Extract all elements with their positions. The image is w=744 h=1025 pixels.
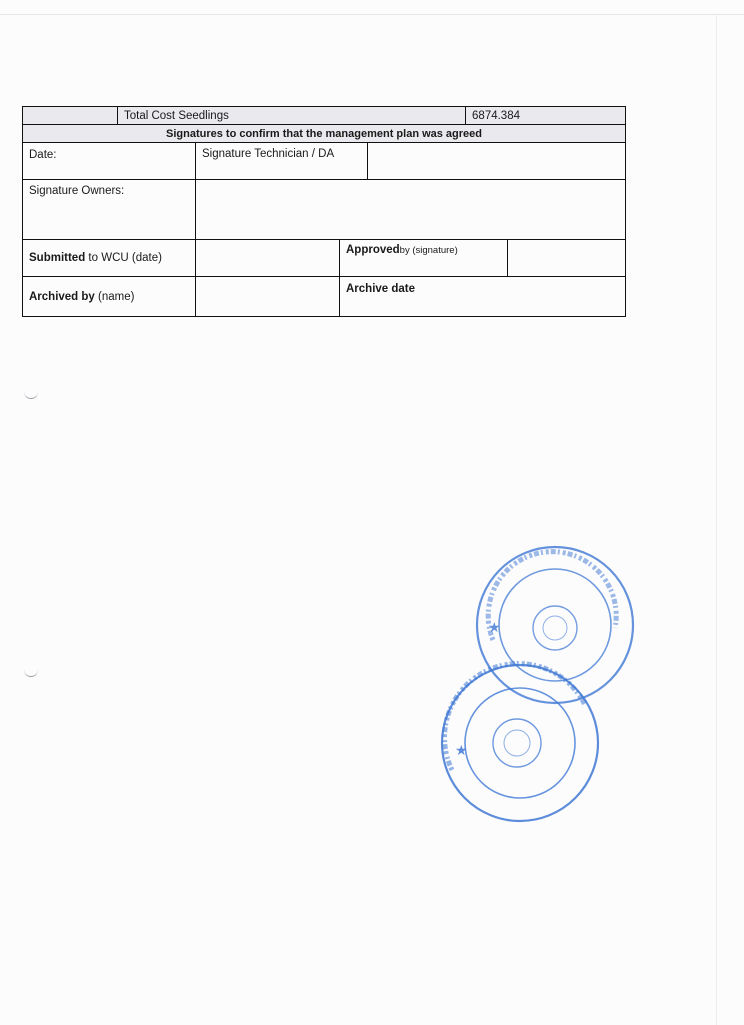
page-right-edge: [716, 14, 717, 1025]
upper-stamp-star-icon: ★: [488, 619, 501, 635]
approved-label-bold: Approved: [346, 244, 400, 256]
technician-signature-label: Signature Technician / DA: [196, 143, 368, 180]
lower-stamp: [442, 664, 598, 821]
upper-stamp-script-band: [488, 552, 616, 640]
owners-row: [23, 180, 626, 240]
approved-label: [340, 240, 508, 277]
submitted-label-rest: to WCU (date): [85, 252, 162, 264]
signatures-header: Signatures to confirm that the management plan was agreed: [23, 125, 626, 143]
punch-hole-mark-bottom: [24, 668, 38, 677]
page-top-edge: [0, 14, 744, 15]
lower-stamp-script-band: [445, 664, 585, 770]
lower-stamp-star-icon: ★: [455, 742, 468, 758]
total-cost-label: Total Cost Seedlings: [118, 107, 466, 125]
punch-hole-mark-top: [24, 390, 38, 399]
archived-label-rest: (name): [94, 290, 135, 303]
date-label: Date:: [23, 143, 196, 180]
archived-label-bold: Archived by: [29, 290, 95, 303]
archived-label: [23, 277, 196, 317]
submitted-label-bold: Submitted: [29, 252, 86, 264]
lower-stamp-emblem-core: [504, 730, 530, 756]
approved-label-rest: by (signature): [399, 245, 458, 256]
total-cost-value: 6874.384: [466, 107, 626, 125]
technician-signature-field: [368, 143, 626, 180]
archive-date-label: Archive date: [340, 277, 626, 317]
lower-stamp-outer-ring: [442, 665, 598, 821]
upper-stamp: [477, 547, 633, 703]
total-cost-blank-cell: [23, 107, 118, 125]
signatures-header-row: [23, 125, 626, 143]
date-technician-row: [23, 143, 626, 180]
total-cost-row: [23, 107, 626, 125]
submitted-date-field: [196, 240, 340, 277]
upper-stamp-emblem: [533, 606, 577, 650]
management-plan-signature-table: [22, 106, 626, 317]
archived-row: [23, 277, 626, 317]
upper-stamp-outer-ring: [477, 547, 633, 703]
upper-stamp-emblem-core: [543, 616, 567, 640]
owners-signature-label: Signature Owners:: [23, 180, 196, 240]
owners-signature-field: [196, 180, 626, 240]
submitted-label: [23, 240, 196, 277]
lower-stamp-inner-ring: [465, 688, 575, 798]
approved-signature-field: [508, 240, 626, 277]
lower-stamp-emblem: [493, 719, 541, 767]
archived-name-field: [196, 277, 340, 317]
upper-stamp-inner-ring: [499, 569, 611, 681]
submitted-approved-row: [23, 240, 626, 277]
